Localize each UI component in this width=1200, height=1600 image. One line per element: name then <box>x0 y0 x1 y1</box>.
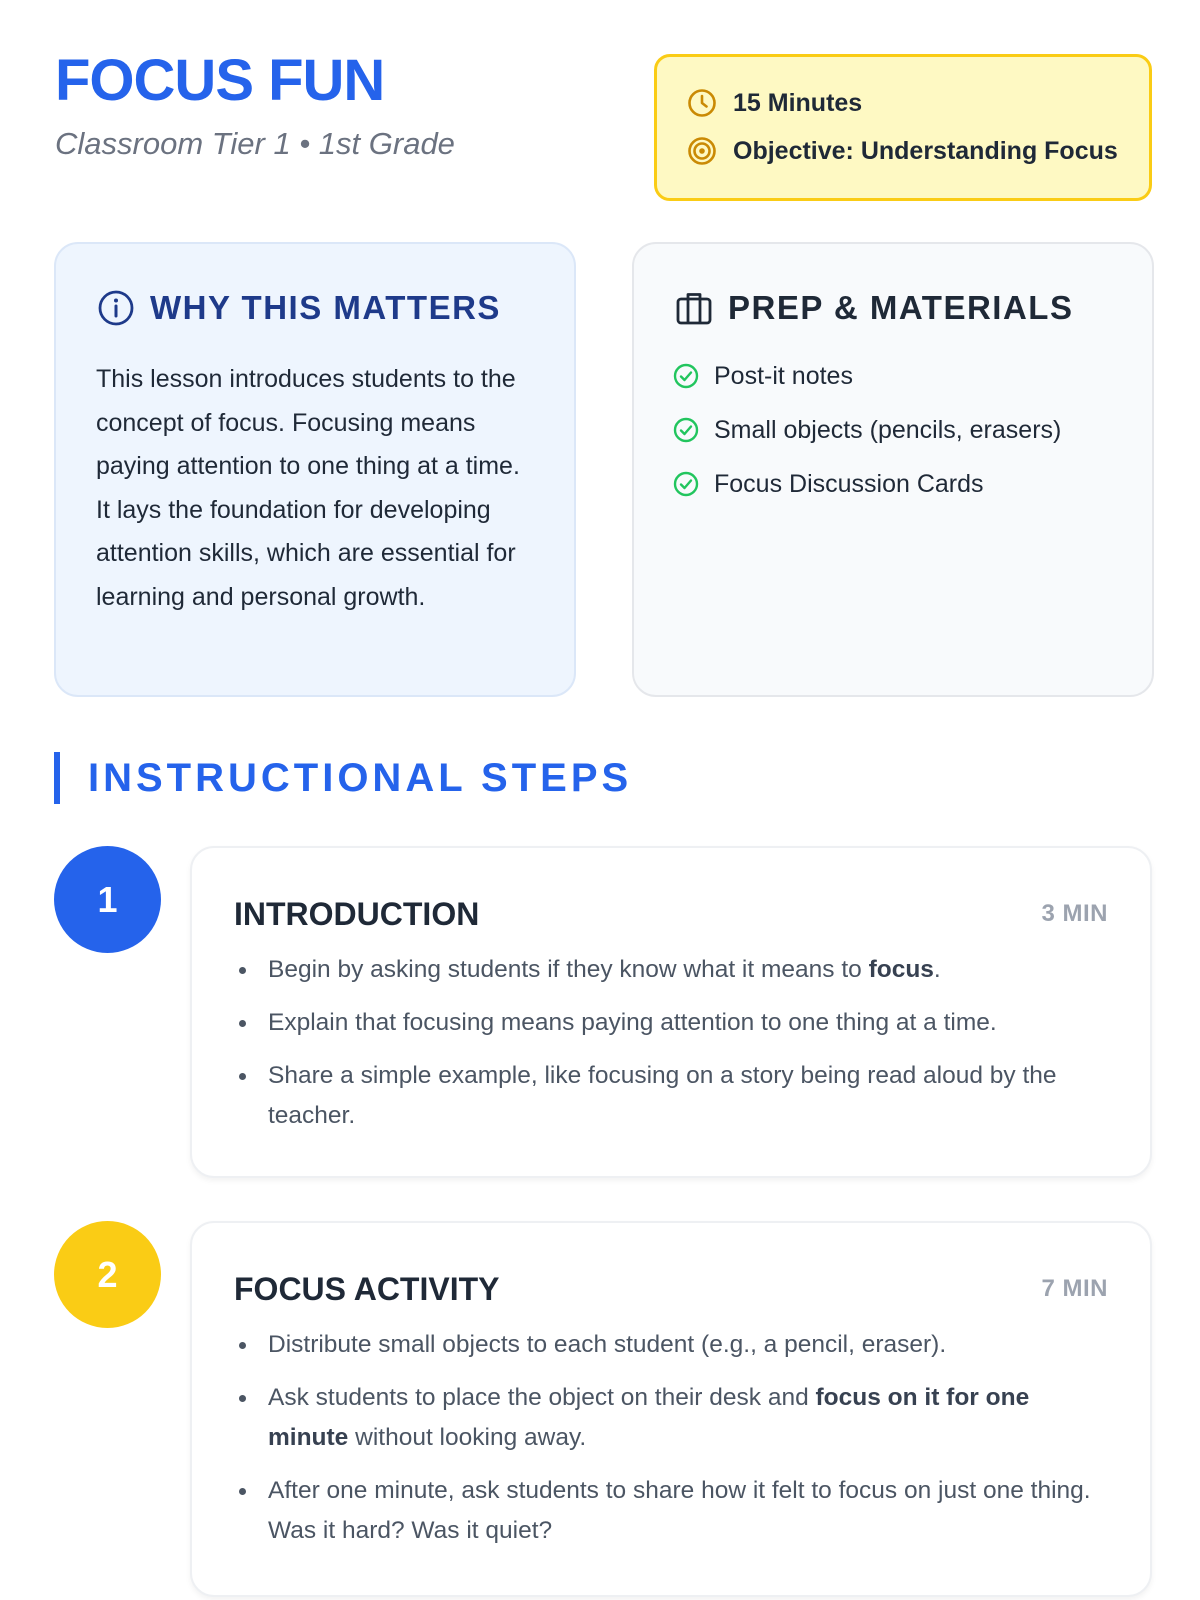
step-number-badge: 2 <box>54 1221 161 1328</box>
bullet-emphasis: focus <box>868 956 934 983</box>
step-bullet-list <box>234 1325 1108 1551</box>
material-label: Small objects (pencils, erasers) <box>714 415 1062 444</box>
prep-materials-card <box>632 242 1154 697</box>
list-item <box>234 1378 1108 1458</box>
objective-text: Objective: Understanding Focus <box>733 136 1118 165</box>
list-item <box>672 412 1112 448</box>
list-item <box>672 466 1112 502</box>
instructional-steps-heading <box>54 752 632 804</box>
lesson-meta-box <box>654 54 1152 201</box>
bullet-text: After one minute, ask students to share how it felt to focus on just one thing. Was it hard? Was it quiet? <box>268 1477 1091 1544</box>
list-item <box>234 950 1108 990</box>
step-duration: 7 MIN <box>1041 1275 1108 1302</box>
bullet-emphasis: focus on it for one minute <box>268 1384 1030 1451</box>
step-title: INTRODUCTION <box>234 895 480 932</box>
duration-text: 15 Minutes <box>733 88 863 117</box>
step-title: FOCUS ACTIVITY <box>234 1270 500 1307</box>
prep-heading: PREP & MATERIALS <box>728 289 1074 326</box>
check-circle-icon <box>672 362 700 390</box>
bullet-text: Explain that focusing means paying attention to one thing at a time. <box>268 1009 997 1036</box>
step-number-badge: 1 <box>54 846 161 953</box>
why-heading: WHY THIS MATTERS <box>150 289 501 326</box>
material-label: Post-it notes <box>714 361 853 390</box>
page-title: FOCUS FUN <box>55 48 385 113</box>
material-label: Focus Discussion Cards <box>714 469 984 498</box>
bullet-text-end: without looking away. <box>348 1424 587 1451</box>
bullet-text: Share a simple example, like focusing on a story being read aloud by the teacher. <box>268 1062 1057 1129</box>
lesson-header <box>55 48 455 162</box>
clock-icon <box>685 86 719 120</box>
bullet-text-end: . <box>933 956 941 983</box>
duration-row <box>685 85 1149 121</box>
page-subtitle: Classroom Tier 1 • 1st Grade <box>55 126 455 161</box>
briefcase-icon <box>674 288 714 328</box>
list-item <box>234 1003 1108 1043</box>
list-item <box>234 1471 1108 1551</box>
list-item <box>672 358 1112 394</box>
step-card-focus-activity <box>190 1221 1152 1597</box>
bullet-text: Distribute small objects to each student (e.g., a pencil, eraser). <box>268 1331 947 1358</box>
list-item <box>234 1325 1108 1365</box>
step-bullet-list <box>234 950 1108 1136</box>
info-icon <box>96 288 136 328</box>
step-card-introduction <box>190 846 1152 1178</box>
step-duration: 3 MIN <box>1041 900 1108 927</box>
bullet-text: Ask students to place the object on their desk and <box>268 1384 816 1411</box>
why-this-matters-card <box>54 242 576 697</box>
bullet-text: Begin by asking students if they know what it means to <box>268 956 869 983</box>
target-icon <box>685 134 719 168</box>
check-circle-icon <box>672 470 700 498</box>
section-title: INSTRUCTIONAL STEPS <box>88 755 633 800</box>
objective-row <box>685 133 1149 169</box>
list-item <box>234 1056 1108 1136</box>
why-body-text: This lesson introduces students to the concept of focus. Focusing means paying attention to one thing at a time. It lays the foundation for developing attention skills, which are essential for learning and personal growth. <box>96 365 520 611</box>
check-circle-icon <box>672 416 700 444</box>
materials-list <box>672 358 1112 502</box>
